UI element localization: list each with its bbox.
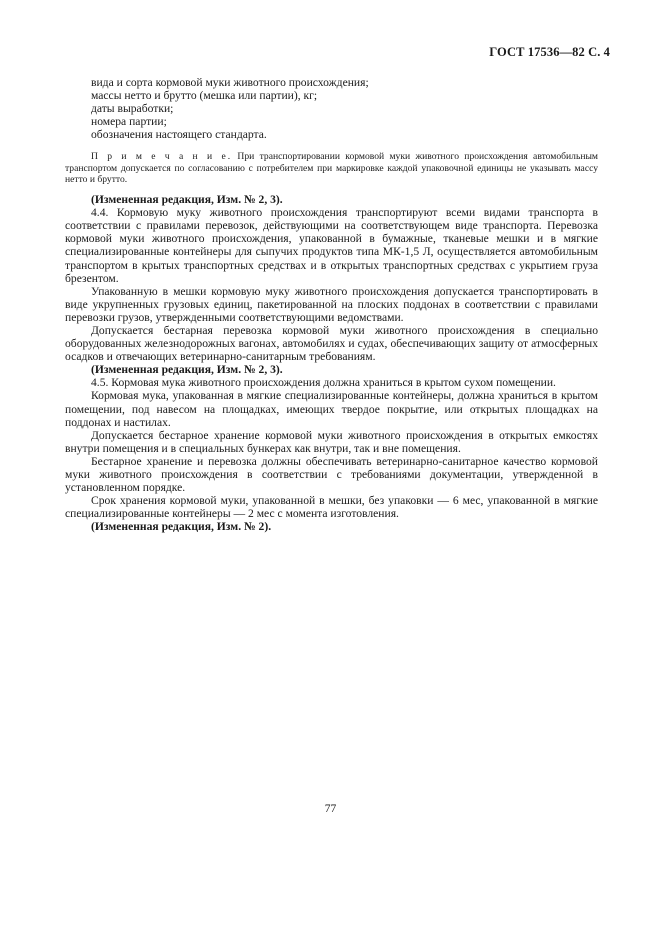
note-label: П р и м е ч а н и е. [91,151,233,163]
revision-note: (Измененная редакция, Изм. № 2, 3). [91,363,283,377]
paragraph-4-4: 4.4. Кормовую муку животного происхождения транспортируют всеми видами транспорта в соответствии с правилами перевозок, действующими на соответствующем виде транспорта. Перевозка кормовой муки животного происхождения, упакованной в бумажные, тканевые мешки и в мягкие специализированные контейнеры для сыпучих продуктов типа МК-1,5 Л, осуществляется автомобильным транспортом в крытых транспортных средствах и в открытых транспортных средствах с укрытием груза брезентом. [65,206,598,285]
paragraph: Допускается бестарная перевозка кормовой муки животного происхождения в специально оборудованных железнодорожных вагонах, автомобилях и судах, обеспечивающих защиту от атмосферных осадков и отвечающих ветеринарно-санитарным требованиям. [65,324,598,364]
paragraph: Кормовая мука, упакованная в мягкие специализированные контейнеры, должна храниться в крытом помещении, под навесом на площадках, имеющих твердое покрытие, или открытых площадках на поддонах и настилах. [65,389,598,429]
list-item: номера партии; [91,115,167,129]
document-body [65,76,598,534]
marking-list [65,76,598,141]
list-item: массы нетто и брутто (мешка или партии), кг; [91,89,318,103]
page-header: ГОСТ 17536—82 С. 4 [489,45,610,59]
page-number: 77 [324,803,337,815]
paragraph: Срок хранения кормовой муки, упакованной в мешки, без упаковки — 6 мес, упакованной в мягкие специализированные контейнеры — 2 мес с момента изготовления. [65,494,598,521]
list-item: даты выработки; [91,102,174,116]
paragraph: Допускается бестарное хранение кормовой муки животного происхождения в открытых емкостях внутри помещения и в специальных бункерах как внутри, так и вне помещения. [65,428,598,455]
revision-note: (Измененная редакция, Изм. № 2, 3). [91,193,283,207]
paragraph: Упакованную в мешки кормовую муку животного происхождения допускается транспортировать в виде укрупненных грузовых единиц, пакетированной на плоских поддонах в соответствии с правилами перевозки грузов, утвержденными соответствующими ведомствами. [65,284,598,324]
list-item: обозначения настоящего стандарта. [91,128,267,142]
list-item: вида и сорта кормовой муки животного происхождения; [91,76,369,89]
paragraph: Бестарное хранение и перевозка должны обеспечивать ветеринарно-санитарное качество кормовой муки животного происхождения в соответствии с требованиями документации, утвержденной в установленном порядке. [65,454,598,495]
paragraph-4-5: 4.5. Кормовая мука животного происхождения должна храниться в крытом сухом помещении. [91,376,556,390]
note-text: При транспортировании кормовой муки животного происхождения автомобильным транспортом допускается по согласованию с потребителем при маркировке каждой упаковочной единицы не указывать массу нетто и брутто. [65,151,598,185]
revision-note: (Измененная редакция, Изм. № 2). [91,520,272,534]
note-paragraph [65,151,598,185]
